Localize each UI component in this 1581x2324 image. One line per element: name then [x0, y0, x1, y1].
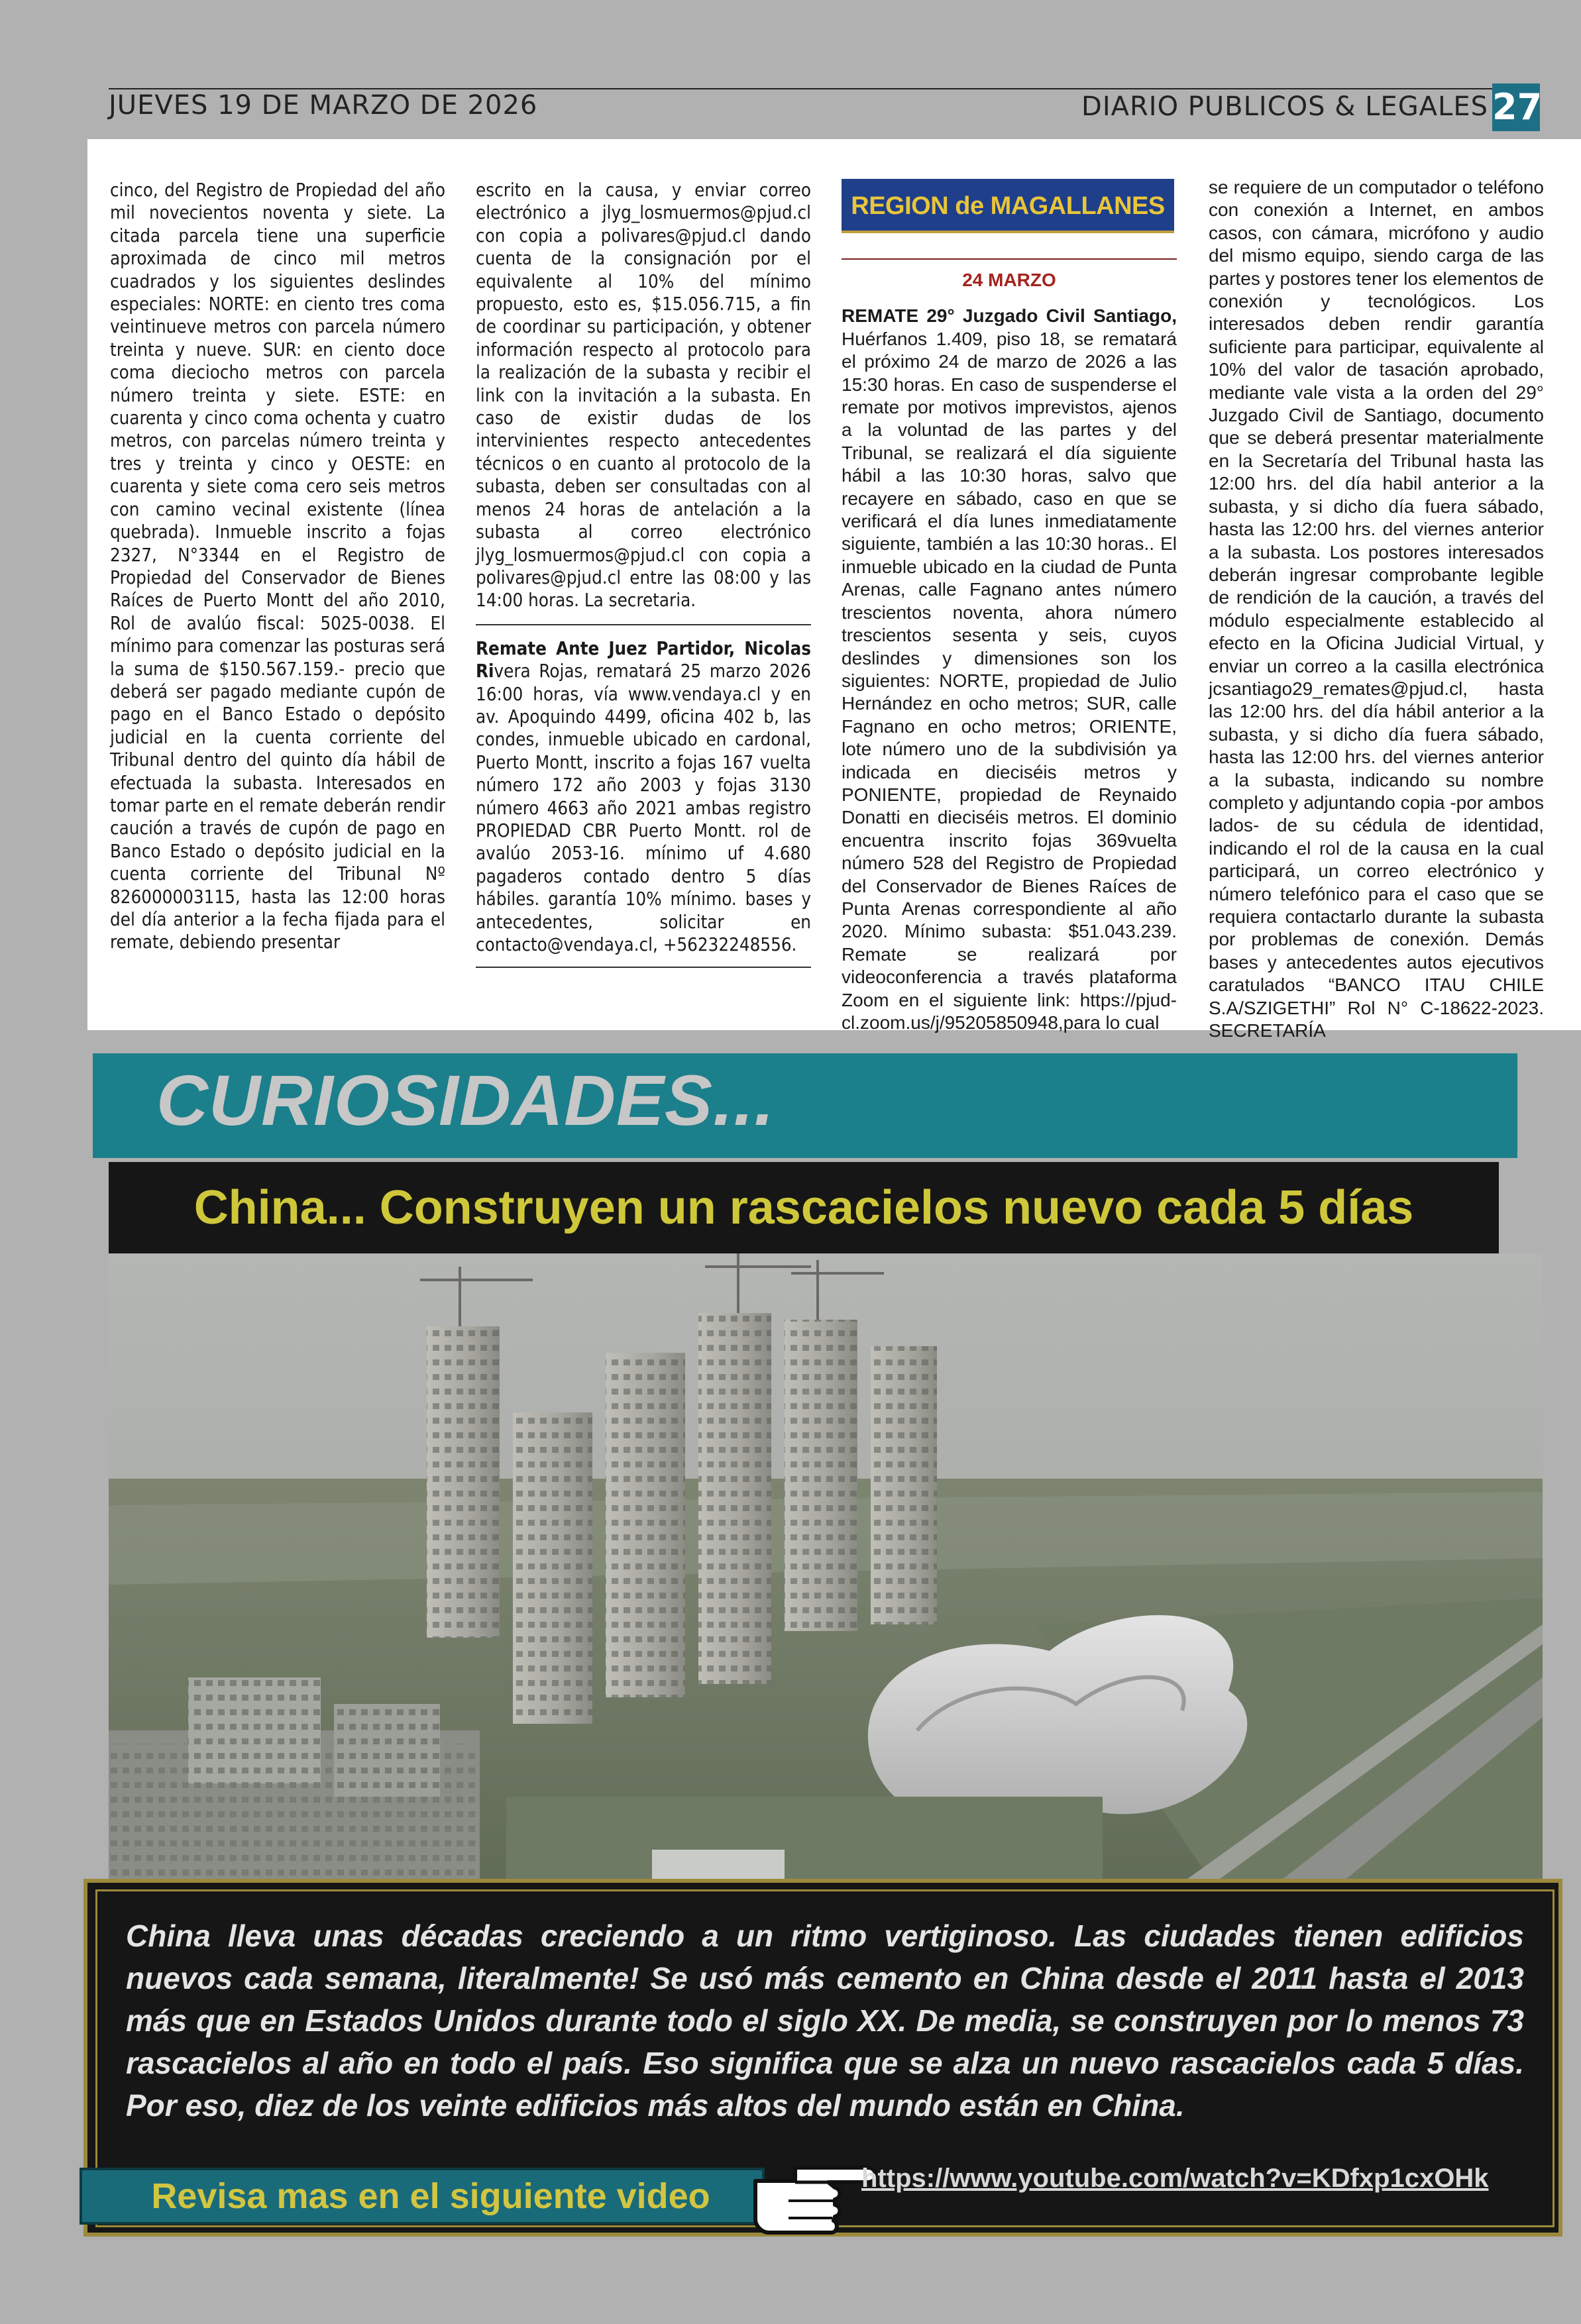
notice-remate-partidor — [476, 637, 811, 957]
section-title: CURIOSIDADES... — [156, 1060, 775, 1140]
header-publication: DIARIO PUBLICOS & LEGALES — [1081, 91, 1488, 122]
region-header: REGION de MAGALLANES — [842, 179, 1174, 233]
youtube-link[interactable]: https://www.youtube.com/watch?v=KDfxp1cxOHk — [861, 2164, 1489, 2193]
notice-heading: Remate Ante Juez Partidor, Nicolas Ri — [476, 637, 811, 682]
header-date: JUEVES 19 DE MARZO DE 2026 — [109, 90, 538, 121]
separator — [476, 624, 811, 625]
video-label: Revisa mas en el siguiente video — [151, 2176, 710, 2216]
column-2 — [476, 179, 811, 980]
column-1 — [110, 179, 445, 954]
skyscrapers-photo — [109, 1253, 1543, 1916]
column-3 — [842, 179, 1177, 1034]
notice-text: escrito en la causa, y enviar correo electrónico a jlyg_losmuermos@pjud.cl con copia a polivares@pjud.cl dando cuenta de la consignación por el equivalente al 10% del mínimo propuesto, esto es, $15.056.715, a fin de coordinar su participación, y obtener información respecto al protocolo para la realización de la subasta y recibir el link con la invitación a la subasta. En caso de existir dudas de los intervinientes respecto antecedentes técnicos o en cuanto al protocolo de la subasta, deben ser consultadas con al menos 24 horas de antelación a la subasta al correo electrónico jlyg_losmuermos@pjud.cl con copia a polivares@pjud.cl entre las 08:00 y las 14:00 horas. La secretaria. — [476, 180, 811, 611]
notice-date: 24 MARZO — [962, 270, 1056, 290]
notice-text: se requiere de un computador o teléfono con conexión a Internet, en ambos casos, con cámara, micrófono y audio del mismo equipo, siendo carga de las partes y postores tener los elementos de conexión y tecnológicos. Los interesados deben rendir garantía suficiente para participar, equivalente al 10% del valor de tasación aprobado, mediante vale vista a la orden del 29° Juzgado Civil de Santiago, documento que se deberá presentar materialmente en la Secretaría del Tribunal hasta las 12:00 hrs. del día habil anterior a la subasta, y si dicho día fuera sábado, hasta las 12:00 hrs. del viernes anterior a la subasta. Los postores interesados deberán ingresar comprobante legible de rendición de la caución, a través del módulo especialmente establecido al efecto en la Oficina Judicial Virtual, y enviar un correo a la casilla electrónica jcsantiago29_remates@pjud.cl, hasta las 12:00 hrs. del día hábil anterior a la subasta, y si dicho día fuera sábado, hasta las 12:00 hrs. del viernes anterior a la subasta, indicando su nombre completo y adjuntando copia -por ambos lados- de su cédula de identidad, indicando el rol de la causa en la cual participará, un correo electrónico y número telefónico para el caso que se requiera contactarlo durante la subasta por problemas de conexión. Demás bases y antecedentes autos ejecutivos caratulados “BANCO ITAU CHILE S.A/SZIGETHI” Rol N° C-18622-2023. SECRETARÍA — [1209, 177, 1544, 1041]
header-top-rule — [109, 88, 1494, 89]
legal-notices-panel — [87, 139, 1581, 1041]
separator — [476, 967, 811, 968]
notice-remate-29 — [842, 305, 1177, 1034]
notice-text: cinco, del Registro de Propiedad del año mil novecientos noventa y siete. La citada parcela tiene una superficie aproximada de cinco mil metros cuadrados y los siguientes deslindes especiales: NORTE: en ciento tres coma veintinueve metros con parcela número treinta y nueve. SUR: en ciento doce coma dieciocho metros con parcela número treinta y siete. ESTE: en cuarenta y cinco coma ochenta y cuatro metros, con parcelas número treinta y tres y treinta y cinco y OESTE: en cuarenta y siete coma cero seis metros con camino vecinal existente (línea quebrada). Inmueble inscrito a fojas 2327, N°3344 en el Registro de Propiedad del Conservador de Bienes Raíces de Puerto Montt del año 2010, Rol de avalúo fiscal: 5025-0038. El mínimo para comenzar las posturas será la suma de $150.567.159.- precio que deberá ser pagado mediante cupón de pago en el Banco Estado o depósito judicial en la cuenta corriente del Tribunal dentro del quinto día hábil de efectuada la subasta. Interesados en tomar parte en el remate deberán rendir caución a través de cupón de pago en Banco Estado o depósito judicial en la cuenta corriente del Tribunal Nº 826000003115, hasta las 12:00 horas del día anterior a la fecha fijada para el remate, debiendo presentar — [110, 180, 445, 953]
date-rule — [842, 258, 1177, 260]
column-4 — [1209, 176, 1544, 1042]
article-body: China lleva unas décadas creciendo a un ritmo vertiginoso. Las ciudades tienen edificios nuevos cada semana, literalmente! Se usó más cemento en China desde el 2011 hasta el 2013 más que en Estados Unidos durante todo el siglo XX. De media, se construyen por lo menos 73 rascacielos al año en todo el país. Eso significa que se alza un nuevo rascacielos cada 5 días. Por eso, diez de los veinte edificios más altos del mundo están en China. — [126, 1919, 1524, 2123]
notice-heading: REMATE 29° Juzgado Civil Santiago, — [842, 305, 1177, 327]
notice-text: vera Rojas, rematará 25 marzo 2026 16:00 horas, vía www.vendaya.cl y en av. Apoquindo 4499, oficina 402 b, las condes, inmueble ubicado en cardonal, Puerto Montt, inscrito a fojas 167 vuelta número 172 año 2003 y fojas 3130 número 4663 año 2021 ambas registro PROPIEDAD CBR Puerto Montt. rol de avalúo 2053-16. mínimo uf 4.680 pagaderos contado dentro 5 días hábiles. garantía 10% mínimo. bases y antecedentes, solicitar en contacto@vendaya.cl, +56232248556. — [476, 660, 811, 955]
article-headline: China... Construyen un rascacielos nuevo cada 5 días — [193, 1181, 1414, 1234]
notice-text: Huérfanos 1.409, piso 18, se rematará el próximo 24 de marzo de 2026 a las 15:30 horas. En caso de suspenderse el remate por motivos imprevistos, ajenos a la voluntad de las partes y del Tribunal, se realizará el día siguiente hábil a las 10:30 horas, salvo que recayere en sábado, caso en que se verificará el día lunes inmediatamente siguiente, también a las 10:30 horas.. El inmueble ubicado en la ciudad de Punta Arenas, calle Fagnano antes número trescientos noventa, ahora número trescientos sesenta y seis, cuyos deslindes y dimensiones son los siguientes: NORTE, propiedad de Julio Hernández en ocho metros; SUR, calle Fagnano en ocho metros; ORIENTE, lote número uno de la subdivisión ya indicada en dieciséis metros y PONIENTE, propiedad de Reynaido Donatti en dieciséis metros. El dominio encuentra inscrito fojas 369vuelta número 528 del Registro de Propiedad del Conservador de Bienes Raíces de Punta Arenas correspondiente al año 2020. Mínimo subasta: $51.043.239. Remate se realizará por videoconferencia a través plataforma Zoom en el siguiente link: https://pjud-cl.zoom.us/j/95205850948,para lo cual — [842, 328, 1177, 1033]
page-number: 27 — [1492, 83, 1540, 131]
